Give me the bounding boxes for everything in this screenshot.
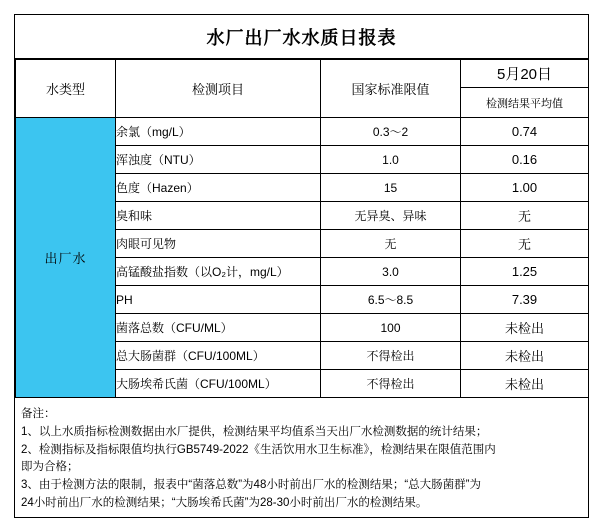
table-header-row — [16, 60, 589, 88]
water-quality-table — [15, 59, 589, 398]
water-type-cell: 出厂水 — [16, 118, 116, 398]
row-item: 色度（Hazen） — [116, 174, 321, 202]
notes-line: 1、以上水质指标检测数据由水厂提供，检测结果平均值系当天出厂水检测数据的统计结果； — [21, 425, 488, 438]
row-standard: 100 — [321, 314, 461, 342]
report-frame — [14, 14, 589, 518]
row-standard: 无 — [321, 230, 461, 258]
row-standard: 3.0 — [321, 258, 461, 286]
row-value: 无 — [461, 230, 589, 258]
row-standard: 不得检出 — [321, 370, 461, 398]
row-standard: 不得检出 — [321, 342, 461, 370]
notes-line: 2、检测指标及指标限值均执行GB5749-2022《生活饮用水卫生标准》，检测结果在限值范围内 — [21, 443, 496, 456]
table-row — [16, 118, 589, 146]
row-item: 高锰酸盐指数（以O₂计，mg/L） — [116, 258, 321, 286]
header-water-type: 水类型 — [16, 60, 116, 118]
row-value: 0.16 — [461, 146, 589, 174]
row-item: 余氯（mg/L） — [116, 118, 321, 146]
row-value: 无 — [461, 202, 589, 230]
row-value: 未检出 — [461, 370, 589, 398]
row-standard: 无异臭、异味 — [321, 202, 461, 230]
row-item: 浑浊度（NTU） — [116, 146, 321, 174]
row-value: 未检出 — [461, 342, 589, 370]
notes-line: 即为合格； — [21, 461, 79, 474]
header-test-item: 检测项目 — [116, 60, 321, 118]
notes-line: 24小时前出厂水的检测结果；“大肠埃希氏菌”为28-30小时前出厂水的检测结果。 — [21, 497, 428, 510]
row-item: 肉眼可见物 — [116, 230, 321, 258]
row-item: 臭和味 — [116, 202, 321, 230]
row-value: 未检出 — [461, 314, 589, 342]
row-item: PH — [116, 286, 321, 314]
notes-line: 3、由于检测方法的限制，报表中“菌落总数”为48小时前出厂水的检测结果；“总大肠菌群”为 — [21, 479, 482, 492]
header-average-result: 检测结果平均值 — [461, 88, 589, 118]
row-item: 总大肠菌群（CFU/100ML） — [116, 342, 321, 370]
row-item: 大肠埃希氏菌（CFU/100ML） — [116, 370, 321, 398]
row-value: 7.39 — [461, 286, 589, 314]
row-value: 1.25 — [461, 258, 589, 286]
row-standard: 1.0 — [321, 146, 461, 174]
row-value: 1.00 — [461, 174, 589, 202]
row-item: 菌落总数（CFU/ML） — [116, 314, 321, 342]
row-standard: 0.3～2 — [321, 118, 461, 146]
report-title-row — [15, 15, 588, 59]
row-value: 0.74 — [461, 118, 589, 146]
header-date: 5月20日 — [461, 60, 589, 88]
notes-section — [15, 398, 588, 517]
row-standard: 6.5～8.5 — [321, 286, 461, 314]
header-national-standard: 国家标准限值 — [321, 60, 461, 118]
row-standard: 15 — [321, 174, 461, 202]
page-title: 水厂出厂水水质日报表 — [206, 27, 397, 48]
notes-label: 备注： — [21, 408, 56, 420]
